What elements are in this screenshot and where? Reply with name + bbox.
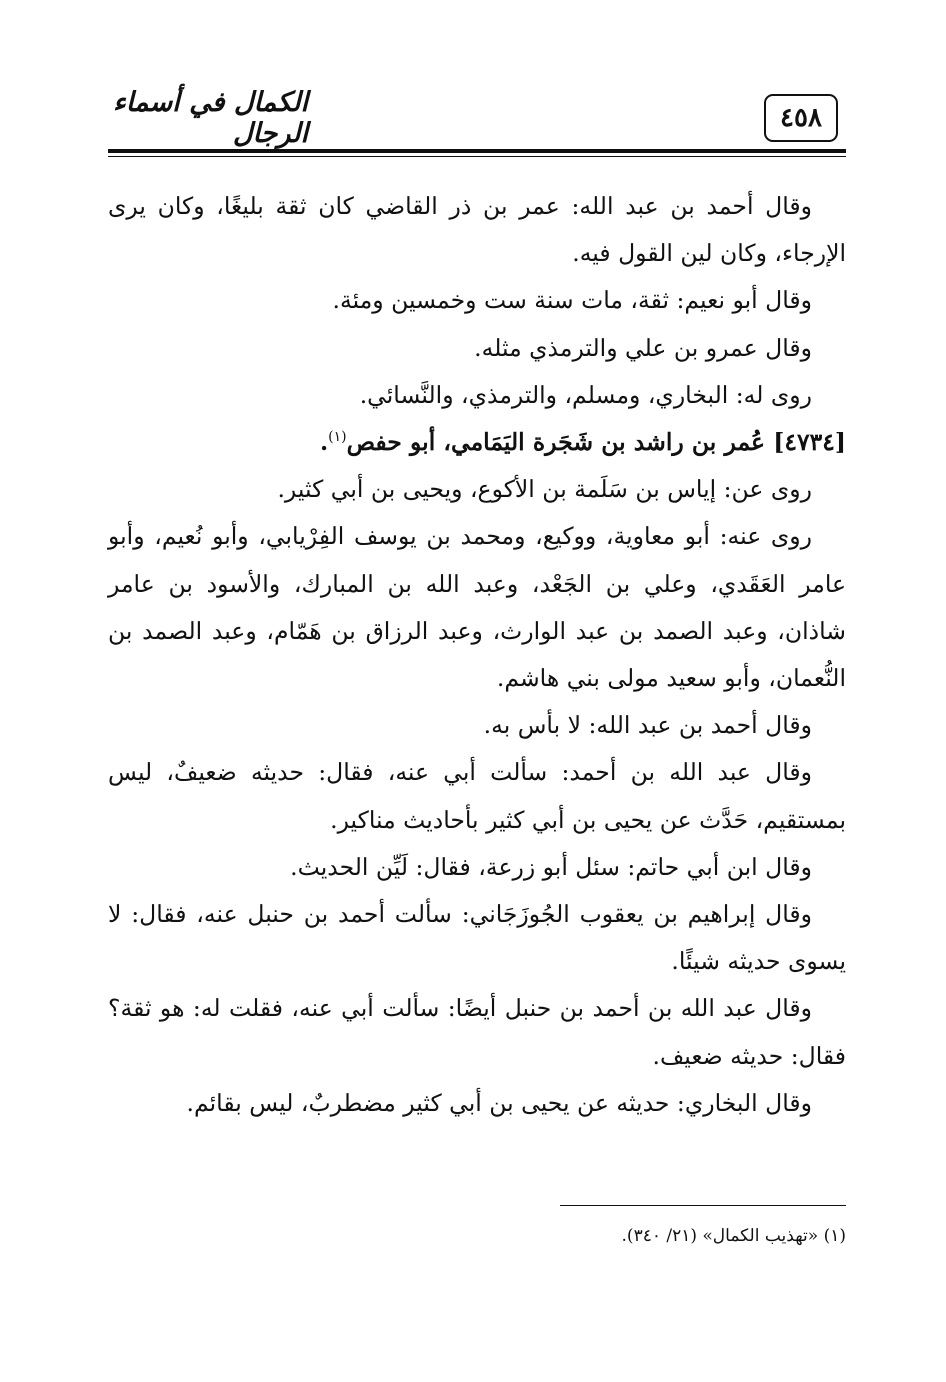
paragraph: روى له: البخاري، ومسلم، والترمذي، والنَّسائي. [359, 380, 812, 409]
paragraph: وقال أبو نعيم: ثقة، مات سنة ست وخمسين ومئة. [332, 286, 812, 315]
paragraph: وقال أحمد بن عبد الله: لا بأس به. [483, 711, 812, 740]
heading-period: . [319, 428, 329, 457]
entry-heading-text: [٤٧٣٤] عُمر بن راشد بن شَجَرة اليَمَامي، أبو حفص [346, 428, 846, 457]
footnote-marker: (١) [328, 429, 347, 446]
header-rule [108, 149, 846, 153]
page-body [108, 183, 846, 1127]
paragraph: وقال إبراهيم بن يعقوب الجُوزَجَاني: سألت أحمد بن حنبل عنه، فقال: لا يسوى حديثه شيئًا. [108, 900, 846, 976]
page-number: ٤٥٨ [764, 94, 838, 142]
footnote: (١) «تهذيب الكمال» (٢١/ ٣٤٠). [621, 1226, 846, 1246]
paragraph: وقال ابن أبي حاتم: سئل أبو زرعة، فقال: لَيِّن الحديث. [290, 852, 812, 881]
paragraph: وقال عبد الله بن أحمد بن حنبل أيضًا: سألت أبي عنه، فقلت له: هو ثقة؟ فقال: حديثه ضعيف. [108, 994, 846, 1070]
paragraph: روى عنه: أبو معاوية، ووكيع، ومحمد بن يوسف الفِرْيابي، وأبو نُعيم، وأبو عامر العَقَدي، وعلي بن الجَعْد، وعبد الله بن المبارك، والأسود بن عامر شاذان، وعبد الصمد بن عبد الوارث، وعبد الرزاق بن هَمّام، وعبد الصمد بن النُّعمان، وأبو سعيد مولى بني هاشم. [108, 522, 846, 693]
paragraph: وقال عبد الله بن أحمد: سألت أبي عنه، فقال: حديثه ضعيفٌ، ليس بمستقيم، حَدَّث عن يحيى بن أبي كثير بأحاديث مناكير. [108, 758, 846, 834]
paragraph: وقال البخاري: حديثه عن يحيى بن أبي كثير مضطربٌ، ليس بقائم. [186, 1088, 812, 1117]
page-header [108, 87, 846, 162]
footnote-separator [560, 1205, 846, 1206]
book-title: الكمال في أسماء الرجال [113, 87, 308, 149]
paragraph: وقال أحمد بن عبد الله: عمر بن ذر القاضي كان ثقة بليغًا، وكان يرى الإرجاء، وكان لين القول فيه. [108, 192, 846, 268]
paragraph: روى عن: إياس بن سَلَمة بن الأكوع، ويحيى بن أبي كثير. [277, 475, 812, 504]
entry-heading [108, 419, 846, 466]
paragraph: وقال عمرو بن علي والترمذي مثله. [474, 333, 812, 362]
